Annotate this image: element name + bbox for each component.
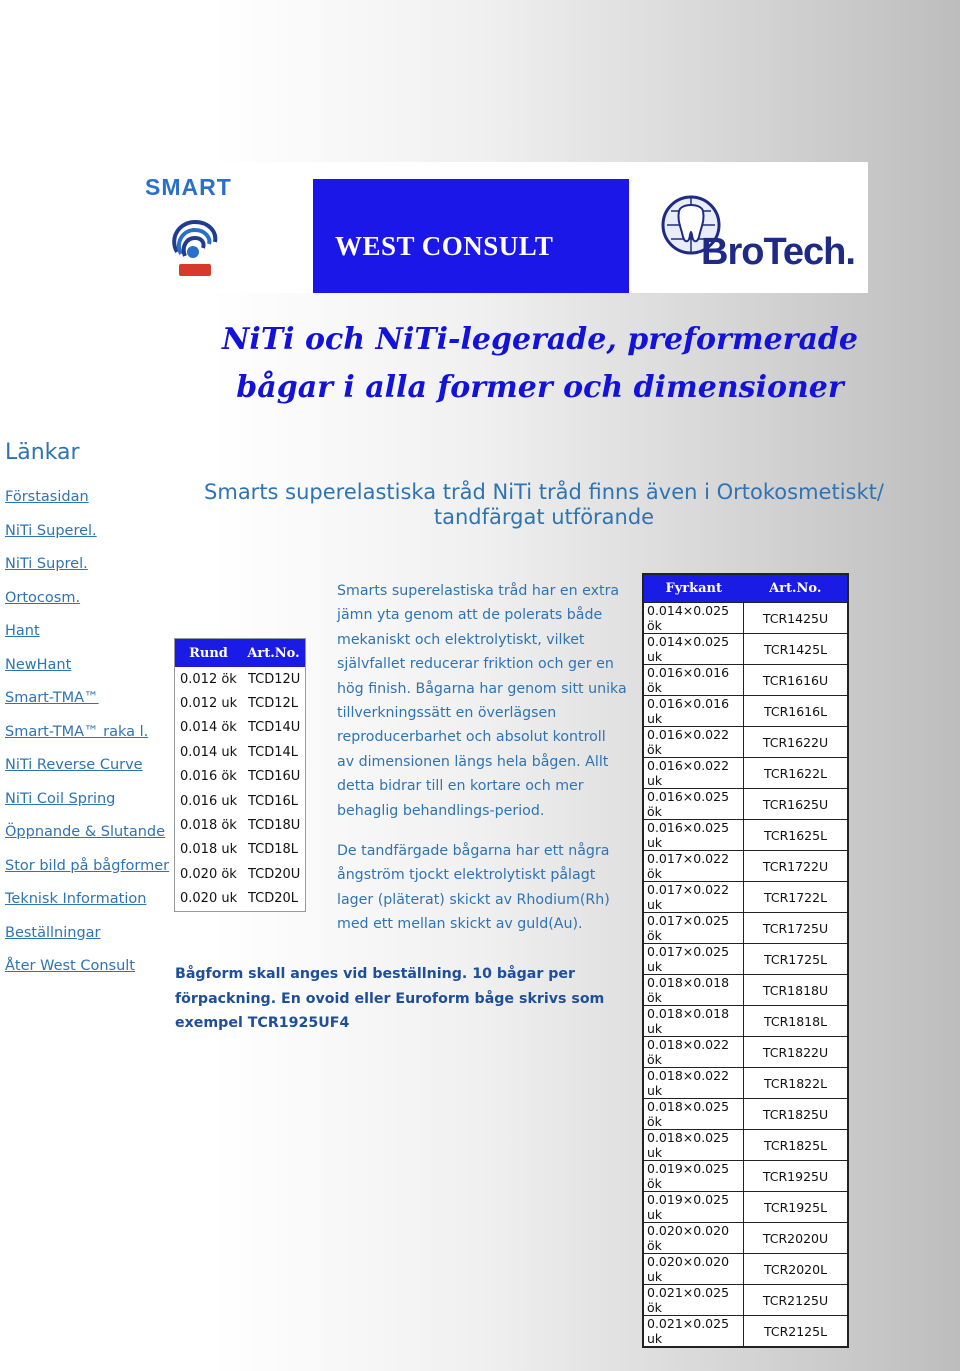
- round-dimension-cell: 0.012 uk: [180, 696, 238, 712]
- round-dimension-cell: 0.020 ök: [180, 866, 237, 882]
- table-row: [175, 740, 306, 764]
- square-art-no-cell: TCR1825U: [744, 1099, 849, 1130]
- table-row: [643, 727, 848, 758]
- brotech-text: BroTech.: [701, 231, 855, 273]
- round-art-no-cell: TCD20L: [248, 891, 299, 907]
- smart-logo-block: [83, 162, 298, 293]
- round-art-no-cell: TCD14U: [248, 720, 301, 736]
- nav-link-niti-superel[interactable]: NiTi Superel.: [5, 522, 97, 539]
- table-row: [643, 882, 848, 913]
- square-dimension-cell: 0.017×0.025 uk: [643, 944, 744, 975]
- round-table-header-art-no: Art.No.: [242, 639, 306, 668]
- square-dimension-cell: 0.016×0.025 uk: [643, 820, 744, 851]
- nav-link-forstasidan[interactable]: Förstasidan: [5, 489, 89, 505]
- square-dimension-cell: 0.017×0.022 uk: [643, 882, 744, 913]
- square-dimension-cell: 0.021×0.025 ök: [643, 1285, 744, 1316]
- round-art-no-cell: TCD14L: [248, 744, 299, 760]
- round-wire-table: [174, 638, 306, 912]
- square-art-no-cell: TCR1818U: [744, 975, 849, 1006]
- nav-link-smart-tma[interactable]: Smart-TMA™: [5, 690, 99, 706]
- square-dimension-cell: 0.016×0.016 ök: [643, 665, 744, 696]
- table-row: [643, 1254, 848, 1285]
- square-dimension-cell: 0.017×0.022 ök: [643, 851, 744, 882]
- table-row: [643, 851, 848, 882]
- round-art-no-cell: TCD18U: [248, 818, 301, 834]
- square-art-no-cell: TCR1625L: [744, 820, 849, 851]
- square-art-no-cell: TCR1622U: [744, 727, 849, 758]
- table-row: [643, 1068, 848, 1099]
- square-art-no-cell: TCR2125L: [744, 1316, 849, 1348]
- table-row: [175, 765, 306, 789]
- square-art-no-cell: TCR1825L: [744, 1130, 849, 1161]
- square-art-no-cell: TCR1722U: [744, 851, 849, 882]
- square-art-no-cell: TCR1616L: [744, 696, 849, 727]
- square-art-no-cell: TCR1818L: [744, 1006, 849, 1037]
- brotech-logo: [629, 179, 868, 293]
- description-paragraph-1: Smarts superelastiska tråd har en extra jämn yta genom att de polerats både mekaniskt och elektrolytiskt, vilket självfallet reducerar friktion och ger en hög finish. Bågarna har genom sitt unika tillverkningssätt en överlägsen reproducerbarhet och absolut kontroll av dimensionen längs hela bågen. Allt detta bidrar till en kortare och mer behaglig behandlings-period.: [337, 583, 627, 819]
- square-art-no-cell: TCR1925U: [744, 1161, 849, 1192]
- sidebar-nav: [5, 484, 169, 987]
- table-row: [643, 1099, 848, 1130]
- square-table-header-art-no: Art.No.: [744, 574, 849, 603]
- square-dimension-cell: 0.018×0.025 ök: [643, 1099, 744, 1130]
- description-paragraph-2: De tandfärgade bågarna har ett några ångström tjockt elektrolytiskt pålagt lager (pläterat) skickt av Rhodium(Rh) med ett mellan skickt av guld(Au).: [337, 843, 610, 933]
- square-dimension-cell: 0.018×0.022 ök: [643, 1037, 744, 1068]
- table-row: [643, 634, 848, 665]
- banner: [83, 162, 868, 293]
- table-row: [175, 716, 306, 740]
- round-art-no-cell: TCD18L: [248, 842, 299, 858]
- square-art-no-cell: TCR1722L: [744, 882, 849, 913]
- west-consult-logo: [313, 179, 629, 293]
- square-dimension-cell: 0.014×0.025 uk: [643, 634, 744, 665]
- square-dimension-cell: 0.020×0.020 uk: [643, 1254, 744, 1285]
- round-art-no-cell: TCD16U: [248, 769, 301, 785]
- square-art-no-cell: TCR1622L: [744, 758, 849, 789]
- square-art-no-cell: TCR1725U: [744, 913, 849, 944]
- round-art-no-cell: TCD20U: [248, 866, 301, 882]
- table-row: [643, 1037, 848, 1068]
- page-headline-line-1: NiTi och NiTi-legerade, preformerade: [222, 322, 858, 357]
- round-dimension-cell: 0.014 uk: [180, 744, 238, 760]
- square-table-header-dimension: Fyrkant: [643, 574, 744, 603]
- square-wire-table: [642, 573, 849, 1348]
- table-row: [643, 789, 848, 820]
- square-art-no-cell: TCR1822U: [744, 1037, 849, 1068]
- table-row: [643, 1006, 848, 1037]
- table-row: [643, 603, 848, 634]
- square-dimension-cell: 0.018×0.025 uk: [643, 1130, 744, 1161]
- round-dimension-cell: 0.016 uk: [180, 793, 238, 809]
- nav-link-niti-suprel[interactable]: NiTi Suprel.: [5, 556, 88, 572]
- square-dimension-cell: 0.016×0.022 uk: [643, 758, 744, 789]
- square-art-no-cell: TCR2020U: [744, 1223, 849, 1254]
- west-consult-text: WEST CONSULT: [335, 231, 554, 261]
- nav-link-smart-tma-raka[interactable]: Smart-TMA™ raka l.: [5, 723, 149, 740]
- table-row: [643, 1130, 848, 1161]
- table-row: [643, 1192, 848, 1223]
- table-row: [643, 1316, 848, 1348]
- table-row: [175, 862, 306, 886]
- nav-link-oppnande-slutande[interactable]: Öppnande & Slutande: [5, 824, 166, 840]
- square-dimension-cell: 0.020×0.020 ök: [643, 1223, 744, 1254]
- table-row: [175, 667, 306, 691]
- square-art-no-cell: TCR1822L: [744, 1068, 849, 1099]
- table-row: [643, 696, 848, 727]
- table-row: [175, 691, 306, 715]
- round-dimension-cell: 0.014 ök: [180, 720, 237, 736]
- round-art-no-cell: TCD12L: [248, 696, 299, 712]
- smart-swirl-logo-icon: [165, 212, 225, 284]
- table-row: [643, 975, 848, 1006]
- table-row: [643, 758, 848, 789]
- round-dimension-cell: 0.020 uk: [180, 891, 238, 907]
- round-table-header-dimension: Rund: [175, 639, 243, 668]
- nav-link-ater-west-consult[interactable]: Åter West Consult: [5, 958, 135, 974]
- square-dimension-cell: 0.016×0.022 ök: [643, 727, 744, 758]
- round-dimension-cell: 0.012 ök: [180, 671, 237, 687]
- nav-link-niti-coil-spring[interactable]: NiTi Coil Spring: [5, 790, 116, 807]
- table-row: [643, 944, 848, 975]
- square-dimension-cell: 0.019×0.025 ök: [643, 1161, 744, 1192]
- table-row: [643, 1161, 848, 1192]
- square-art-no-cell: TCR1616U: [744, 665, 849, 696]
- square-dimension-cell: 0.021×0.025 uk: [643, 1316, 744, 1348]
- table-row: [175, 887, 306, 912]
- round-art-no-cell: TCD16L: [248, 793, 299, 809]
- square-art-no-cell: TCR1925L: [744, 1192, 849, 1223]
- round-dimension-cell: 0.018 uk: [180, 842, 238, 858]
- round-art-no-cell: TCD12U: [248, 671, 301, 687]
- square-art-no-cell: TCR1725L: [744, 944, 849, 975]
- table-row: [643, 913, 848, 944]
- square-dimension-cell: 0.016×0.025 ök: [643, 789, 744, 820]
- nav-link-hant[interactable]: Hant: [5, 623, 40, 639]
- nav-heading: Länkar: [5, 440, 80, 465]
- round-dimension-cell: 0.016 ök: [180, 769, 237, 785]
- section-subheading: Smarts superelastiska tråd NiTi tråd finns även i Ortokosmetiskt/ tandfärgat utförande: [204, 480, 884, 529]
- square-dimension-cell: 0.017×0.025 ök: [643, 913, 744, 944]
- square-dimension-cell: 0.018×0.018 uk: [643, 1006, 744, 1037]
- square-art-no-cell: TCR1625U: [744, 789, 849, 820]
- round-dimension-cell: 0.018 ök: [180, 818, 237, 834]
- table-row: [643, 1223, 848, 1254]
- nav-link-teknisk-information[interactable]: Teknisk Information: [5, 891, 147, 907]
- smart-logo-text: SMART: [145, 174, 232, 200]
- nav-link-niti-reverse-curve[interactable]: NiTi Reverse Curve: [5, 757, 143, 773]
- square-dimension-cell: 0.018×0.022 uk: [643, 1068, 744, 1099]
- square-art-no-cell: TCR1425L: [744, 634, 849, 665]
- square-dimension-cell: 0.018×0.018 ök: [643, 975, 744, 1006]
- nav-link-ortocosm[interactable]: Ortocosm.: [5, 589, 81, 606]
- square-art-no-cell: TCR1425U: [744, 603, 849, 634]
- nav-link-stor-bild[interactable]: Stor bild på bågformer: [5, 857, 170, 874]
- square-dimension-cell: 0.014×0.025 ök: [643, 603, 744, 634]
- table-row: [175, 838, 306, 862]
- table-row: [175, 789, 306, 813]
- table-row: [643, 665, 848, 696]
- order-note: Bågform skall anges vid beställning. 10 bågar per förpackning. En ovoid eller Euroform båge skrivs som exempel TCR1925UF4: [175, 966, 605, 1031]
- square-dimension-cell: 0.019×0.025 uk: [643, 1192, 744, 1223]
- square-dimension-cell: 0.016×0.016 uk: [643, 696, 744, 727]
- nav-link-newhant[interactable]: NewHant: [5, 656, 72, 673]
- square-art-no-cell: TCR2020L: [744, 1254, 849, 1285]
- nav-link-bestallningar[interactable]: Beställningar: [5, 924, 101, 941]
- square-art-no-cell: TCR2125U: [744, 1285, 849, 1316]
- table-row: [643, 1285, 848, 1316]
- table-row: [643, 820, 848, 851]
- table-row: [175, 813, 306, 837]
- page-headline-line-2: bågar i alla former och dimensioner: [236, 370, 844, 405]
